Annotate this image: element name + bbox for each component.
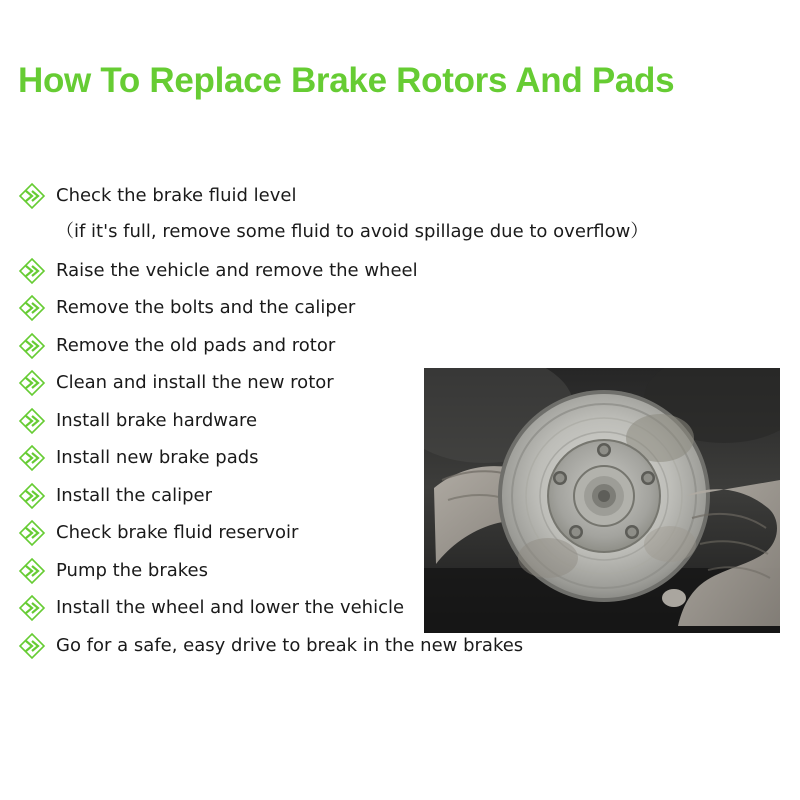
list-item-label: Pump the brakes (56, 559, 208, 581)
double-chevron-diamond-icon (18, 444, 46, 472)
list-item (18, 182, 718, 210)
double-chevron-diamond-icon (18, 632, 46, 660)
list-item-label: Check the brake fluid level (56, 185, 297, 206)
list-item-label: Install new brake pads (56, 447, 259, 468)
list-item-label: Install brake hardware (56, 409, 258, 431)
double-chevron-diamond-icon (18, 407, 46, 435)
list-item-label: Go for a safe, easy drive to break in the new brakes (56, 634, 524, 656)
page-title: How To Replace Brake Rotors And Pads (18, 61, 675, 100)
step-note: （if it's full, remove some fluid to avoid spillage due to overflow） (56, 220, 649, 242)
double-chevron-diamond-icon (18, 594, 46, 622)
list-item-label: Raise the vehicle and remove the wheel (56, 259, 418, 281)
list-item (18, 294, 718, 322)
double-chevron-diamond-icon (18, 557, 46, 585)
double-chevron-diamond-icon (18, 182, 46, 210)
list-item-label: Clean and install the new rotor (56, 372, 334, 393)
list-item-label: Check brake fluid reservoir (56, 522, 299, 543)
double-chevron-diamond-icon (18, 332, 46, 360)
double-chevron-diamond-icon (18, 369, 46, 397)
double-chevron-diamond-icon (18, 294, 46, 322)
list-item-label: Remove the old pads and rotor (56, 334, 336, 356)
list-item-label: Install the caliper (56, 484, 212, 506)
list-item (18, 332, 718, 360)
brake-rotor-photo (424, 368, 780, 633)
list-item (18, 257, 718, 285)
list-item (18, 632, 718, 660)
double-chevron-diamond-icon (18, 519, 46, 547)
list-item-label: Remove the bolts and the caliper (56, 297, 356, 318)
list-item-label: Install the wheel and lower the vehicle (56, 597, 405, 618)
double-chevron-diamond-icon (18, 257, 46, 285)
double-chevron-diamond-icon (18, 482, 46, 510)
